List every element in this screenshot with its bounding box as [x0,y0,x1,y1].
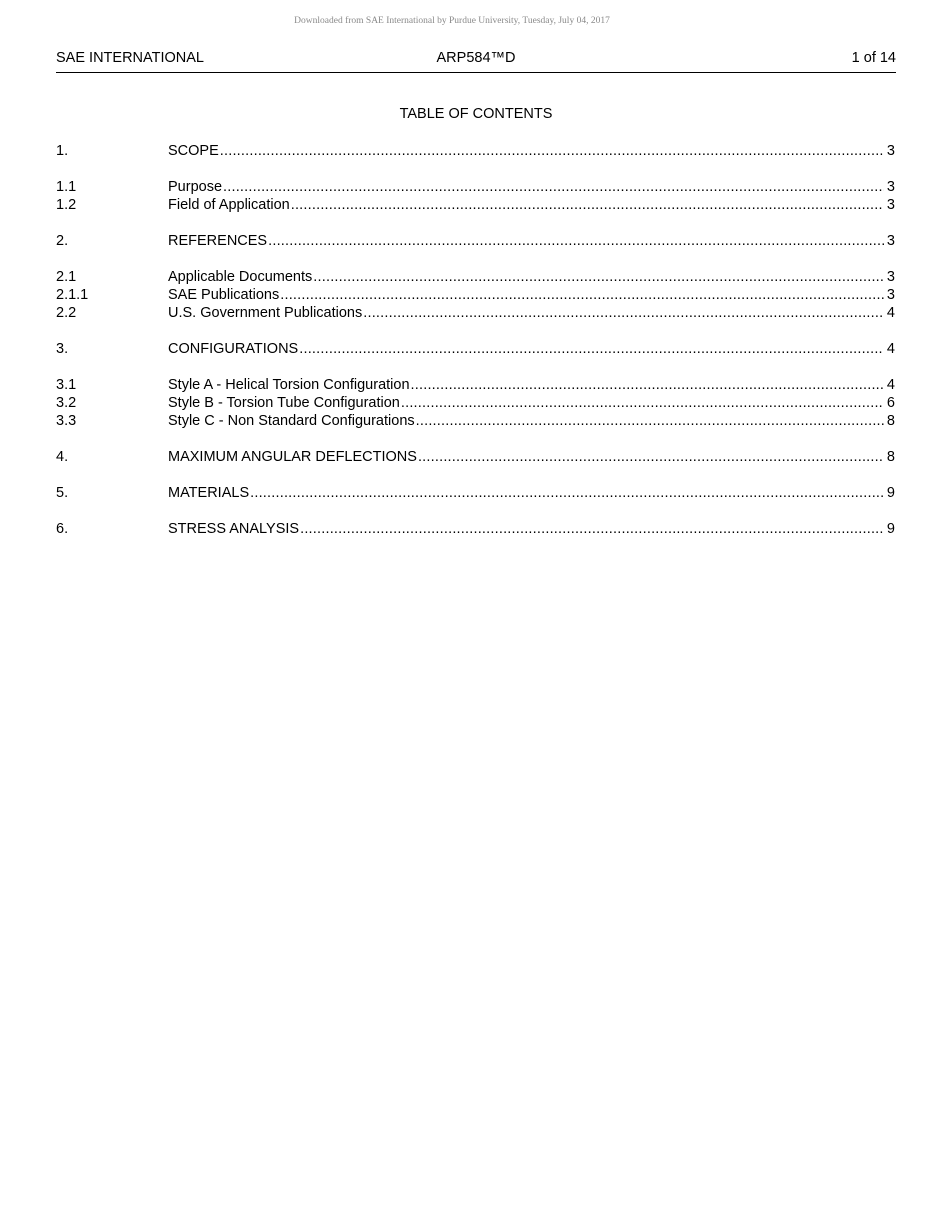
toc-entry-page: 6 [886,395,895,411]
toc-dot-leader [268,232,884,250]
toc-dot-leader [416,412,884,430]
toc-entry-title: SCOPE [168,143,219,159]
toc-entry-title: U.S. Government Publications [168,305,363,321]
toc-entry-title: SAE Publications [168,287,280,303]
toc-dot-leader [220,142,884,160]
toc-entry[interactable] [56,286,895,304]
toc-entry[interactable] [56,304,895,322]
toc-entry-number: 2.2 [56,305,77,321]
toc-entry-page: 3 [886,197,895,213]
toc-entry-number: 5. [56,485,69,501]
toc-entry-number: 3.3 [56,413,77,429]
toc-entry[interactable] [56,232,895,250]
toc-entry[interactable] [56,484,895,502]
toc-dot-leader [299,340,884,358]
page-header [56,50,896,73]
toc-entry-page: 8 [886,449,895,465]
toc-entry-number: 2.1.1 [56,287,89,303]
toc-entry[interactable] [56,142,895,160]
toc-entry-title: MATERIALS [168,485,250,501]
toc-entry[interactable] [56,268,895,286]
toc-title: TABLE OF CONTENTS [399,106,553,122]
toc-entry-number: 1.2 [56,197,77,213]
toc-entry-page: 3 [886,269,895,285]
toc-entry-page: 4 [886,341,895,357]
toc-entry-number: 2. [56,233,69,249]
toc-entry-title: MAXIMUM ANGULAR DEFLECTIONS [168,449,417,465]
toc-entry[interactable] [56,412,895,430]
toc-dot-leader [223,178,884,196]
toc-entry[interactable] [56,196,895,214]
toc-entry[interactable] [56,340,895,358]
toc-dot-leader [418,448,884,466]
toc-entry-page: 4 [886,305,895,321]
toc-entry[interactable] [56,448,895,466]
toc-entry-title: Applicable Documents [168,269,313,285]
toc-dot-leader [363,304,884,322]
table-of-contents [56,142,895,538]
toc-entry-page: 8 [886,413,895,429]
toc-dot-leader [313,268,884,286]
toc-dot-leader [250,484,884,502]
toc-entry-title: Style B - Torsion Tube Configuration [168,395,400,411]
toc-entry-page: 9 [886,485,895,501]
toc-entry-title: Style A - Helical Torsion Configuration [168,377,410,393]
toc-entry-title: STRESS ANALYSIS [168,521,300,537]
header-organization: SAE INTERNATIONAL [56,50,204,66]
toc-entry-page: 4 [886,377,895,393]
toc-entry-page: 3 [886,233,895,249]
toc-entry-title: Purpose [168,179,223,195]
toc-entry[interactable] [56,394,895,412]
toc-dot-leader [411,376,884,394]
toc-entry-page: 3 [886,143,895,159]
toc-entry[interactable] [56,178,895,196]
toc-entry-title: CONFIGURATIONS [168,341,299,357]
toc-entry-title: Style C - Non Standard Configurations [168,413,415,429]
header-page-number: 1 of 14 [851,50,896,66]
toc-entry-title: REFERENCES [168,233,268,249]
toc-entry-number: 3.2 [56,395,77,411]
toc-dot-leader [291,196,884,214]
toc-entry-page: 3 [886,287,895,303]
toc-entry-number: 1. [56,143,69,159]
toc-entry[interactable] [56,520,895,538]
download-note: Downloaded from SAE International by Purdue University, Tuesday, July 04, 2017 [294,16,610,26]
header-document-number: ARP584™D [436,50,516,66]
toc-entry-number: 2.1 [56,269,77,285]
toc-entry-number: 3. [56,341,69,357]
toc-dot-leader [401,394,884,412]
toc-entry-page: 9 [886,521,895,537]
toc-entry-title: Field of Application [168,197,290,213]
toc-entry[interactable] [56,376,895,394]
toc-dot-leader [300,520,884,538]
toc-entry-number: 6. [56,521,69,537]
toc-dot-leader [280,286,884,304]
toc-entry-page: 3 [886,179,895,195]
toc-entry-number: 3.1 [56,377,77,393]
toc-entry-number: 1.1 [56,179,77,195]
toc-entry-number: 4. [56,449,69,465]
